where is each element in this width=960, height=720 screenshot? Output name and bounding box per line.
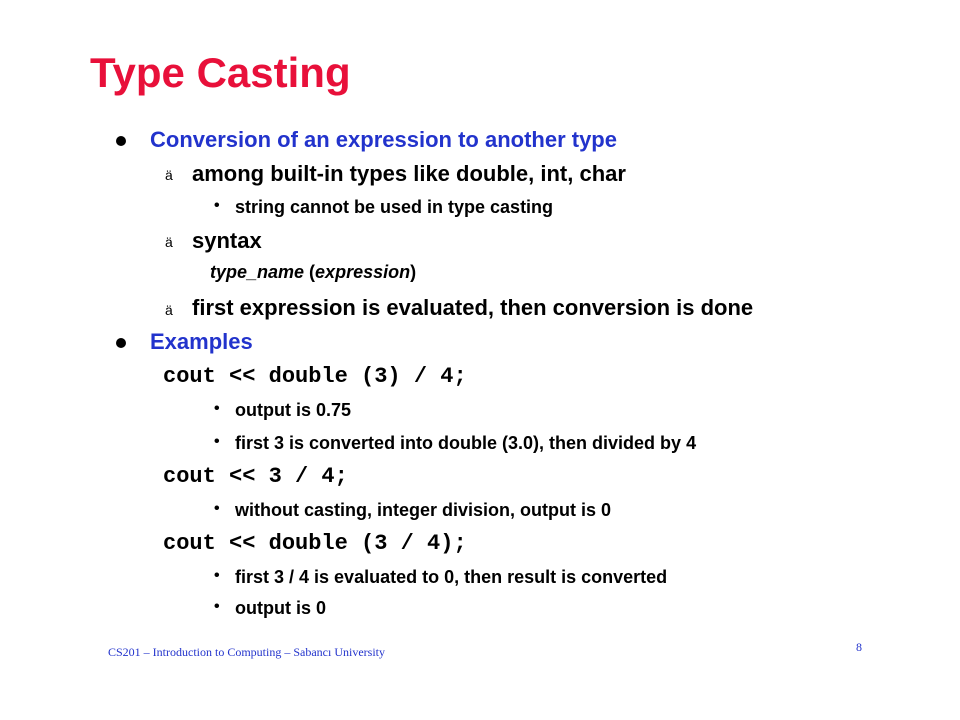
syntax-expression: expression bbox=[315, 262, 411, 282]
code-example-2: cout << 3 / 4; bbox=[163, 464, 348, 489]
note-evaluated-to-zero: first 3 / 4 is evaluated to 0, then result is converted bbox=[235, 567, 668, 587]
small-bullet-icon: • bbox=[214, 197, 220, 214]
slide-title: Type Casting bbox=[90, 49, 351, 96]
small-bullet-icon: • bbox=[214, 598, 220, 615]
bullet-conversion: Conversion of an expression to another type bbox=[150, 127, 617, 152]
slide-footer: CS201 – Introduction to Computing – Sabancı University bbox=[108, 645, 385, 659]
sub-bullet-icon: ä bbox=[165, 234, 173, 250]
note-conversion-first: first 3 is converted into double (3.0), then divided by 4 bbox=[235, 433, 697, 453]
bullet-evaluation-order: first expression is evaluated, then conversion is done bbox=[192, 295, 754, 320]
small-bullet-icon: • bbox=[214, 400, 220, 417]
note-output-zero: output is 0 bbox=[235, 598, 326, 618]
note-integer-division: without casting, integer division, output is 0 bbox=[235, 500, 612, 520]
syntax-open-paren: ( bbox=[304, 262, 316, 282]
bullet-string-note: string cannot be used in type casting bbox=[235, 197, 554, 217]
bullet-syntax: syntax bbox=[192, 228, 262, 253]
small-bullet-icon: • bbox=[214, 433, 220, 450]
small-bullet-icon: • bbox=[214, 500, 220, 517]
small-bullet-icon: • bbox=[214, 567, 220, 584]
bullet-built-in-types: among built-in types like double, int, char bbox=[192, 161, 626, 186]
syntax-type-name: type_name bbox=[210, 262, 305, 282]
code-example-1: cout << double (3) / 4; bbox=[163, 364, 467, 389]
page-number: 8 bbox=[856, 640, 862, 654]
round-bullet-icon bbox=[116, 338, 126, 348]
code-example-3: cout << double (3 / 4); bbox=[163, 531, 467, 556]
bullet-examples: Examples bbox=[150, 329, 253, 354]
sub-bullet-icon: ä bbox=[165, 302, 173, 318]
note-output-075: output is 0.75 bbox=[235, 400, 352, 420]
syntax-close-paren: ) bbox=[410, 262, 417, 282]
round-bullet-icon bbox=[116, 136, 126, 146]
syntax-line bbox=[210, 263, 416, 281]
sub-bullet-icon: ä bbox=[165, 167, 173, 183]
